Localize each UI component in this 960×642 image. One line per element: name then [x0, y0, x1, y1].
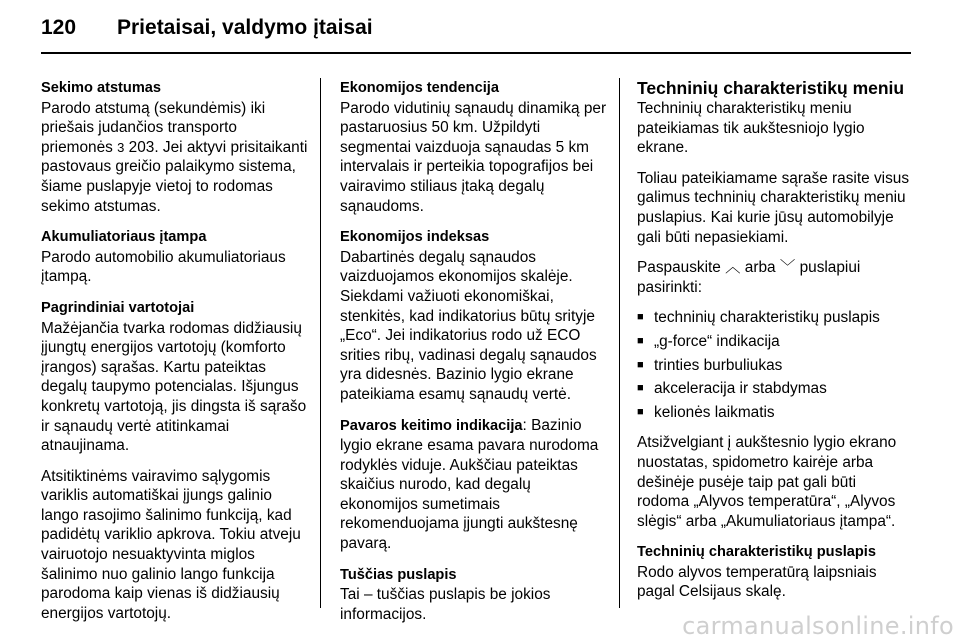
section-heading: Ekonomijos indeksas — [340, 229, 490, 246]
column-1 — [41, 78, 313, 634]
arrow-down-icon: ﹀ — [779, 259, 796, 277]
bullet-icon: ■ — [637, 311, 644, 324]
section-heading: Akumuliatoriaus įtampa — [41, 229, 207, 246]
bullet-icon: ■ — [637, 358, 644, 371]
section-following-distance — [41, 78, 313, 216]
section-performance-page — [637, 542, 911, 602]
section-body: : Bazinio lygio ekrane esama pavara nurodoma rodyklės viduje. Aukščiau pateiktas skaičius nurodo, kad degalų ekonomijos sumetimais rekomenduojama įjungti aukštesnę pavarą. — [340, 416, 599, 553]
main-section-heading: Techninių charakteristikų meniu — [637, 78, 905, 98]
paragraph-select-pages — [637, 258, 911, 297]
bullet-icon: ■ — [637, 382, 644, 395]
column-2 — [340, 78, 608, 635]
text: arba — [740, 259, 780, 277]
list-item — [637, 356, 911, 376]
section-heading: Pagrindiniai vartotojai — [41, 299, 195, 316]
page-number: 120 — [41, 16, 77, 39]
header-divider — [41, 52, 911, 54]
section-blank-page — [340, 565, 608, 625]
list-item — [637, 403, 911, 423]
text: puslapiui pasirinkti: — [637, 259, 861, 296]
section-heading: Tuščias puslapis — [340, 566, 457, 583]
list-item — [637, 332, 911, 352]
list-item-text: techninių charakteristikų puslapis — [654, 309, 880, 327]
section-main-consumers — [41, 298, 313, 456]
paragraph: Techninių charakteristikų meniu pateikiamas tik aukštesniojo lygio ekrane. — [637, 100, 865, 157]
text: Paspauskite — [637, 259, 726, 277]
paragraph: Atsižvelgiant į aukštesnio lygio ekrano nuostatas, spidometro kairėje arba dešinėje pusėje taip pat gali būti rodoma „Alyvos temperatūra“, „Alyvos slėgis“ arba „Akumuliatoriaus įtampa“. — [637, 434, 897, 530]
section-body: Dabartinės degalų sąnaudos vaizduojamos ekonomijos skalėje. Siekdami važiuoti ekonomiškai, stenkitės, kad indikatorius būtų srityje „Eco“. Jei indikatorius rodo už ECO srities ribų, vadinasi degalų sąnaudos yra didesnės. Bazinio lygio ekrane pateikiama esamų sąnaudų vertė. — [340, 248, 597, 403]
section-shift-indication — [340, 416, 608, 554]
list-item-text: trinties burbuliukas — [654, 356, 783, 374]
inline-heading: Pavaros keitimo indikacija — [340, 417, 523, 434]
list-item-text: kelionės laikmatis — [654, 403, 775, 421]
bullet-icon: ■ — [637, 405, 644, 418]
column-divider-1 — [320, 78, 321, 608]
section-body: Parodo atstumą (sekundėmis) iki priešais judančios transporto priemonės — [41, 99, 266, 156]
section-body: Rodo alyvos temperatūrą laipsniais pagal Celsijaus skalę. — [637, 563, 877, 601]
page-title: Prietaisai, valdymo įtaisai — [117, 16, 373, 39]
section-body: Mažėjančia tvarka rodomas didžiausių įjungtų energijos vartotojų (komforto įrangos) sąrašas. Kartu pateiktas degalų taupymo potencialas. Išjungus konkretų vartotoją, jis dingsta iš sąrašo ir sąnaudų vertė atitinkamai atnaujinama. — [41, 319, 307, 455]
list-item-text: akceleracija ir stabdymas — [654, 380, 827, 398]
section-body: Tai – tuščias puslapis be jokios informacijos. — [340, 586, 551, 623]
page-reference-icon: 3 — [117, 139, 125, 155]
paragraph: Atsitiktinėms vairavimo sąlygomis variklis automatiškai įjungs galinio lango rasojimo šalinimo funkciją, kad padidėtų variklio apkrova. Tokiu atveju vairuotojo nesuaktyvinta miglos šalinimo nuo galinio lango funkcija parodoma kaip vienas iš didžiausių energijos vartotojų. — [41, 467, 301, 622]
pages-list — [637, 308, 911, 422]
section-body-cont: 203. Jei aktyvi prisitaikanti pastovaus greičio palaikymo sistema, šiame puslapyje vietoj to rodomas sekimo atstumas. — [41, 138, 308, 215]
section-body: Parodo vidutinių sąnaudų dinamiką per pastaruosius 50 km. Užpildyti segmentai vaizduoja sąnaudas 5 km intervalais ir perteikia topografijos bei vairavimo stiliaus įtaką degalų sąnaudoms. — [340, 99, 607, 215]
bullet-icon: ■ — [637, 334, 644, 347]
column-divider-2 — [619, 78, 620, 608]
list-item — [637, 308, 911, 328]
section-economy-index — [340, 227, 608, 404]
list-item — [637, 379, 911, 399]
section-body: Parodo automobilio akumuliatoriaus įtampą. — [41, 248, 286, 286]
column-3 — [637, 78, 911, 613]
arrow-up-icon: ︿ — [725, 259, 741, 277]
watermark: carmanualsonline.info — [682, 612, 954, 640]
section-economy-trend — [340, 78, 608, 216]
list-item-text: „g-force“ indikacija — [654, 332, 780, 350]
paragraph: Toliau pateikiamame sąraše rasite visus galimus techninių charakteristikų meniu puslapius. Kai kurie jūsų automobilyje gali būti nepasiekiami. — [637, 169, 910, 246]
page-header — [41, 16, 373, 50]
section-battery-voltage — [41, 227, 313, 287]
section-heading: Ekonomijos tendencija — [340, 80, 499, 96]
section-heading: Techninių charakteristikų puslapis — [637, 544, 876, 561]
section-heading: Sekimo atstumas — [41, 80, 162, 96]
